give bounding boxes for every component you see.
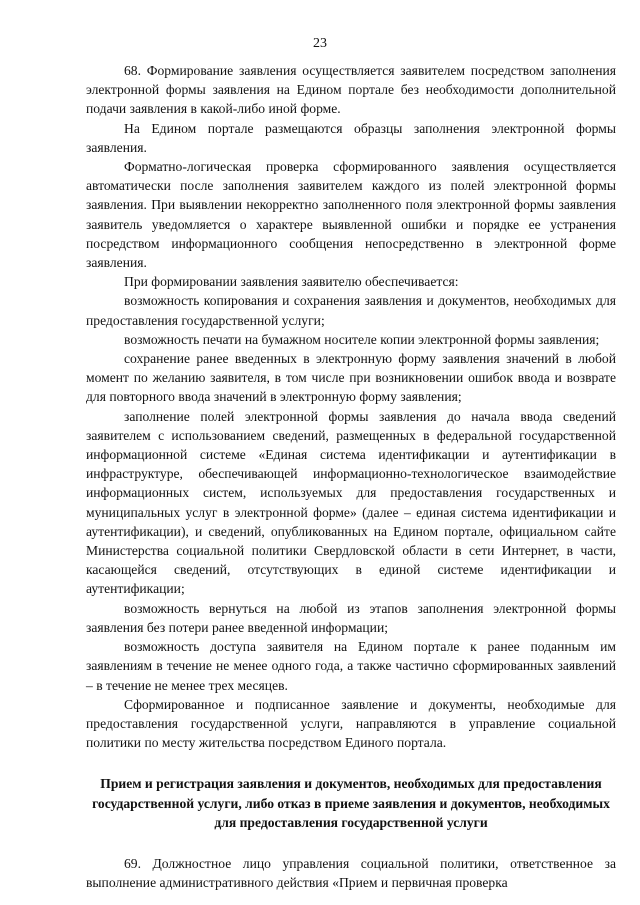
- list-item-access: возможность доступа заявителя на Едином портале к ранее поданным им заявлениям в течение не менее одного года, а также частично сформированных заявлений – в течение не менее трех месяцев.: [86, 639, 616, 693]
- paragraph-68: 68. Формирование заявления осуществляется заявителем посредством заполнения электронной формы заявления на Едином портале без необходимости дополнительной подачи заявления в какой-либо иной форме.: [86, 63, 616, 117]
- paragraph-samples: На Едином портале размещаются образцы заполнения электронной формы заявления.: [86, 120, 616, 155]
- list-item-autofill: заполнение полей электронной формы заявления до начала ввода сведений заявителем с использованием сведений, размещенных в федеральной государственной информационной системе «Единая система идентификации и аутентификации в инфраструктуре, обеспечивающей информационно-технологическое взаимодействие информационных систем, используемых для предоставления государственных и муниципальных услуг в электронной форме» (далее – единая система идентификации и аутентификации), и сведений, опубликованных на Едином портале, официальном сайте Министерства социальной политики Свердловской области в сети Интернет, в части, касающейся сведений, отсутствующих в единой системе идентификации и аутентификации;: [86, 408, 616, 597]
- paragraph-list-intro: При формировании заявления заявителю обеспечивается:: [124, 274, 459, 290]
- list-item-copy: возможность копирования и сохранения заявления и документов, необходимых для предоставления государственной услуги;: [86, 293, 616, 328]
- page-number: 23: [313, 36, 327, 51]
- section-heading: Прием и регистрация заявления и документов, необходимых для предоставления государственной услуги, либо отказ в приеме заявления и документов, необходимых для предоставления государственной услуги: [92, 776, 610, 830]
- document-body: [86, 61, 616, 892]
- paragraph-69: 69. Должностное лицо управления социальной политики, ответственное за выполнение административного действия «Прием и первичная проверка: [86, 855, 616, 891]
- list-item-print: возможность печати на бумажном носителе копии электронной формы заявления;: [124, 331, 600, 347]
- paragraph-format-check: Форматно-логическая проверка сформированного заявления осуществляется автоматически после заполнения заявителем каждого из полей электронной формы заявления. При выявлении некорректно заполненного поля электронной формы заявления заявитель уведомляется о характере выявленной ошибки и порядке ее устранения посредством информационного сообщения непосредственно в электронной форме заявления.: [86, 159, 616, 271]
- paragraph-submission: Сформированное и подписанное заявление и документы, необходимые для предоставления государственной услуги, направляются в управление социальной политики по месту жительства посредством Единого портала.: [86, 696, 616, 751]
- list-item-save: сохранение ранее введенных в электронную форму заявления значений в любой момент по желанию заявителя, в том числе при возникновении ошибок ввода и возврате для повторного ввода значений в электронную форму заявления;: [86, 351, 616, 405]
- list-item-return: возможность вернуться на любой из этапов заполнения электронной формы заявления без потери ранее введенной информации;: [86, 600, 616, 635]
